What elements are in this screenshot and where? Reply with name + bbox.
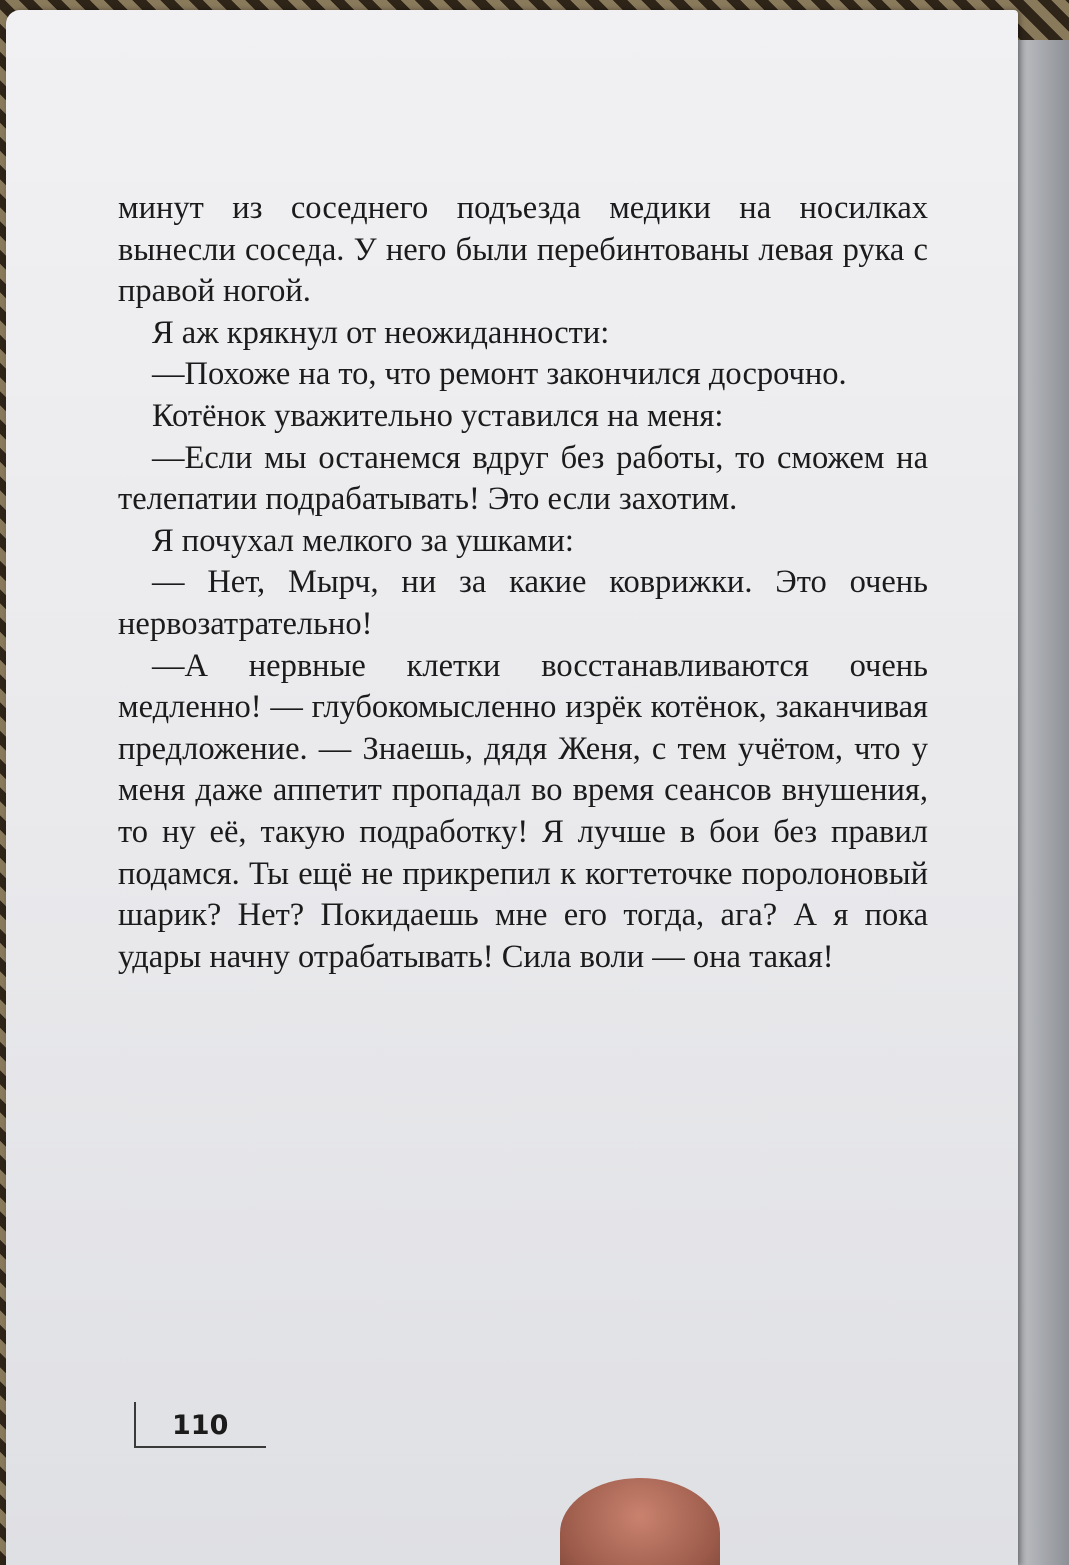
paragraph-2: Я аж крякнул от неожиданности:	[152, 314, 610, 351]
paragraph-4: Котёнок уважительно уставился на меня:	[152, 397, 724, 434]
paragraph-3: —Похоже на то, что ремонт закончился досрочно.	[152, 356, 847, 393]
paragraph-6: Я почухал мелкого за ушками:	[152, 522, 574, 559]
page-number: 110	[172, 1410, 229, 1441]
folio-rule-horizontal	[134, 1446, 266, 1448]
book-page	[6, 10, 1018, 1565]
paragraph-8: —А нервные клетки восстанавливаются очень медленно! — глубокомысленно изрёк котёнок, заканчивая предложение. — Знаешь, дядя Женя, с тем учётом, что у меня даже аппетит пропадал во время сеансов внушения, то ну её, такую подработку! Я лучше в бои без правил подамся. Ты ещё не прикрепил к когтеточке поролоновый шарик? Нет? Покидаешь мне его тогда, ага? А я пока удары начну отрабатывать! Сила воли — она такая!	[118, 647, 928, 975]
paragraph-1: минут из соседнего подъезда медики на носилках вынесли соседа. У него были перебинтованы левая рука с правой ногой.	[118, 190, 928, 310]
paragraph-5: —Если мы останемся вдруг без работы, то сможем на телепатии подрабатывать! Это если захотим.	[118, 439, 928, 518]
folio-rule-vertical	[134, 1402, 136, 1448]
paragraph-7: — Нет, Мырч, ни за какие коврижки. Это очень нервозатрательно!	[118, 564, 928, 642]
body-text	[118, 188, 928, 978]
